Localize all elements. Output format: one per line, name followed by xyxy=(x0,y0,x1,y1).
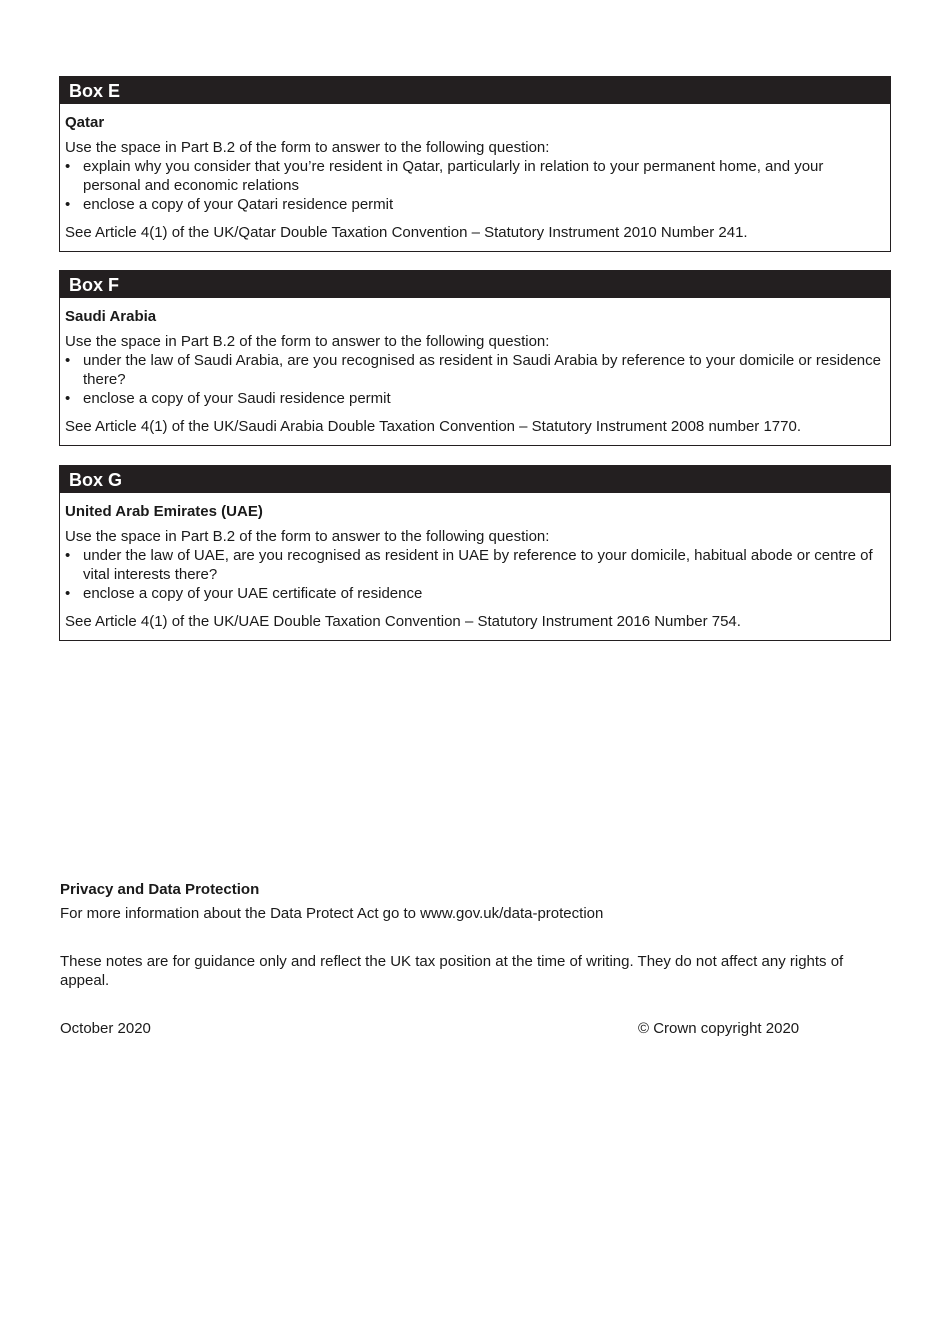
list-item xyxy=(65,584,885,603)
box-title: Box E xyxy=(60,77,890,104)
box-body xyxy=(60,298,890,436)
bullet-list xyxy=(65,157,885,214)
copyright-notice: © Crown copyright 2020 xyxy=(638,1020,800,1037)
list-item xyxy=(65,195,885,214)
list-item-text: enclose a copy of your UAE certificate of residence xyxy=(83,585,423,602)
intro-text: Use the space in Part B.2 of the form to answer to the following question: xyxy=(65,528,550,545)
privacy-heading: Privacy and Data Protection xyxy=(60,881,260,898)
bullet-list xyxy=(65,546,885,603)
bullet-list xyxy=(65,351,885,408)
list-item-text: enclose a copy of your Qatari residence permit xyxy=(83,196,394,213)
list-item-text: explain why you consider that you’re resident in Qatar, particularly in relation to your permanent home, and your personal and economic relations xyxy=(83,158,824,194)
box-f-panel xyxy=(59,270,891,446)
list-item-text: under the law of UAE, are you recognised as resident in UAE by reference to your domicile, habitual abode or centre of vital interests there? xyxy=(83,547,873,583)
intro-text: Use the space in Part B.2 of the form to answer to the following question: xyxy=(65,139,550,156)
reference-text: See Article 4(1) of the UK/UAE Double Taxation Convention – Statutory Instrument 2016 Number 754. xyxy=(65,613,741,630)
box-g-panel xyxy=(59,465,891,641)
bullet-icon: • xyxy=(65,158,71,175)
bullet-icon: • xyxy=(65,352,71,369)
list-item xyxy=(65,389,885,408)
reference-text: See Article 4(1) of the UK/Qatar Double Taxation Convention – Statutory Instrument 2010 Number 241. xyxy=(65,224,748,241)
box-body xyxy=(60,104,890,242)
list-item xyxy=(65,546,885,584)
list-item xyxy=(65,351,885,389)
box-e-panel xyxy=(59,76,891,252)
list-item-text: under the law of Saudi Arabia, are you recognised as resident in Saudi Arabia by reference to your domicile or residence there? xyxy=(83,352,881,388)
bullet-icon: • xyxy=(65,390,71,407)
bullet-icon: • xyxy=(65,196,71,213)
country-heading: Qatar xyxy=(65,114,105,131)
country-heading: United Arab Emirates (UAE) xyxy=(65,503,263,520)
reference-text: See Article 4(1) of the UK/Saudi Arabia Double Taxation Convention – Statutory Instrument 2008 number 1770. xyxy=(65,418,802,435)
country-heading: Saudi Arabia xyxy=(65,308,157,325)
publication-date: October 2020 xyxy=(60,1020,151,1037)
box-body xyxy=(60,493,890,631)
box-title: Box G xyxy=(60,466,890,493)
guidance-note: These notes are for guidance only and reflect the UK tax position at the time of writing. They do not affect any rights of appeal. xyxy=(60,953,844,989)
list-item-text: enclose a copy of your Saudi residence permit xyxy=(83,390,391,407)
bullet-icon: • xyxy=(65,547,71,564)
intro-text: Use the space in Part B.2 of the form to answer to the following question: xyxy=(65,333,550,350)
privacy-text: For more information about the Data Protect Act go to www.gov.uk/data-protection xyxy=(60,905,604,922)
bullet-icon: • xyxy=(65,585,71,602)
list-item xyxy=(65,157,885,195)
box-title: Box F xyxy=(60,271,890,298)
